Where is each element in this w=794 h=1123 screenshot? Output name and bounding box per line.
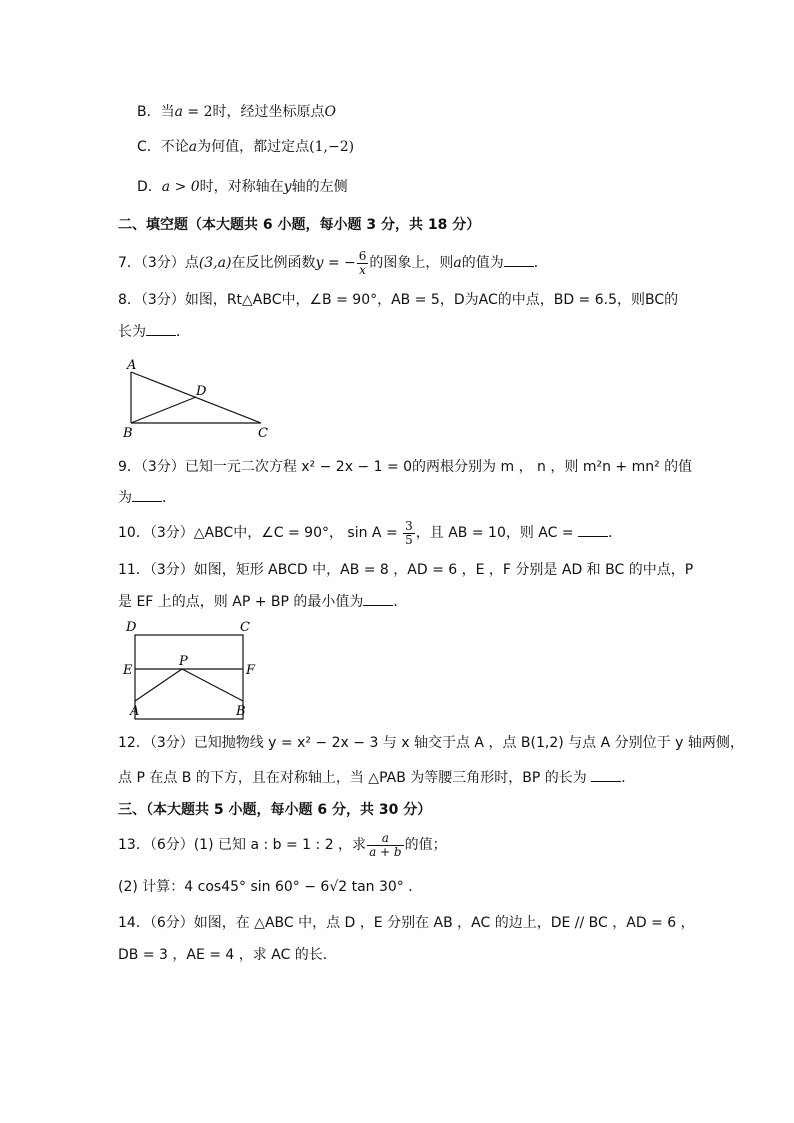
label-d: D	[126, 620, 137, 635]
option-b: B．当a = 2时，经过坐标原点O	[137, 104, 336, 120]
label-d: D	[196, 384, 207, 399]
question-9-line-1: 9．（3分）已知一元二次方程 x² − 2x − 1 = 0的两根分别为 m ， n ，则 m²n + mn² 的值	[118, 459, 693, 475]
label-e: E	[123, 663, 133, 678]
label-f: F	[246, 663, 256, 678]
answer-blank	[132, 489, 162, 502]
rectangle-abcd-figure	[118, 618, 268, 718]
label-p: P	[179, 654, 188, 669]
question-8-line-2: 长为 ．	[118, 324, 190, 340]
question-11-line-2: 是 EF 上的点，则 AP + BP 的最小值为 ．	[118, 594, 408, 610]
question-12-line-2: 点 P 在点 B 的下方，且在对称轴上，当 △PAB 为等腰三角形时，BP 的长为 ．	[118, 770, 636, 786]
triangle-abc-figure	[118, 357, 278, 441]
question-8-line-1: 8．（3分）如图，Rt△ABC中，∠B = 90°，AB = 5，D为AC的中点，BD = 6.5，则BC的	[118, 292, 679, 308]
fraction-6-over-x: $\frac{6}{x}$	[358, 248, 367, 277]
answer-blank	[578, 524, 608, 537]
question-12-line-1: 12．（3分）已知抛物线 y = x² − 2x − 3 与 x 轴交于点 A ，点 B(1,2) 与点 A 分别位于 y 轴两侧，	[118, 735, 744, 751]
fraction-3-over-5: $\frac{3}{5}$	[405, 518, 413, 547]
question-13-part-2: (2) 计算：4 cos45° sin 60° − 6√2 tan 30° ．	[118, 879, 423, 895]
section-3-title: 三、（本大题共 5 小题，每小题 6 分，共 30 分）	[118, 802, 432, 818]
question-13-part-1: 13．（6分）(1) 已知 a : b = 1 : 2 ，求 $\frac{a}{a + b}$ 的值；	[118, 830, 447, 859]
answer-blank	[363, 593, 393, 606]
question-14-line-1: 14．（6分）如图，在 △ABC 中，点 D ，E 分别在 AB ，AC 的边上，DE // BC ，AD = 6 ，	[118, 915, 695, 931]
option-c: C．不论a为何值，都过定点(1,−2)	[137, 139, 355, 155]
label-b: B	[123, 426, 133, 441]
fraction-a-over-a-plus-b: $\frac{a}{a + b}$	[369, 830, 402, 859]
label-c: C	[258, 426, 268, 441]
question-7: 7．（3分）点(3,a)在反比例函数y = − $\frac{6}{x}$ 的图象上，则a的值为 ．	[118, 248, 548, 277]
label-a: A	[130, 704, 140, 719]
label-b: B	[236, 704, 246, 719]
option-d: D．a > 0时，对称轴在y轴的左侧	[137, 179, 348, 195]
label-a: A	[127, 358, 137, 373]
label-c: C	[240, 620, 250, 635]
question-9-line-2: 为 ．	[118, 490, 176, 506]
question-11-line-1: 11．（3分）如图，矩形 ABCD 中，AB = 8 ，AD = 6 ，E ，F 分别是 AD 和 BC 的中点，P	[118, 562, 694, 578]
answer-blank	[146, 323, 176, 336]
question-14-line-2: DB = 3 ，AE = 4 ，求 AC 的长．	[118, 947, 337, 963]
question-10: 10．（3分）△ABC中，∠C = 90°， sin A = $\frac{3}{5}$ ，且 AB = 10，则 AC = ．	[118, 518, 623, 547]
answer-blank	[504, 254, 534, 267]
section-2-title: 二、填空题（本大题共 6 小题，每小题 3 分，共 18 分）	[118, 217, 481, 233]
answer-blank	[591, 769, 621, 782]
